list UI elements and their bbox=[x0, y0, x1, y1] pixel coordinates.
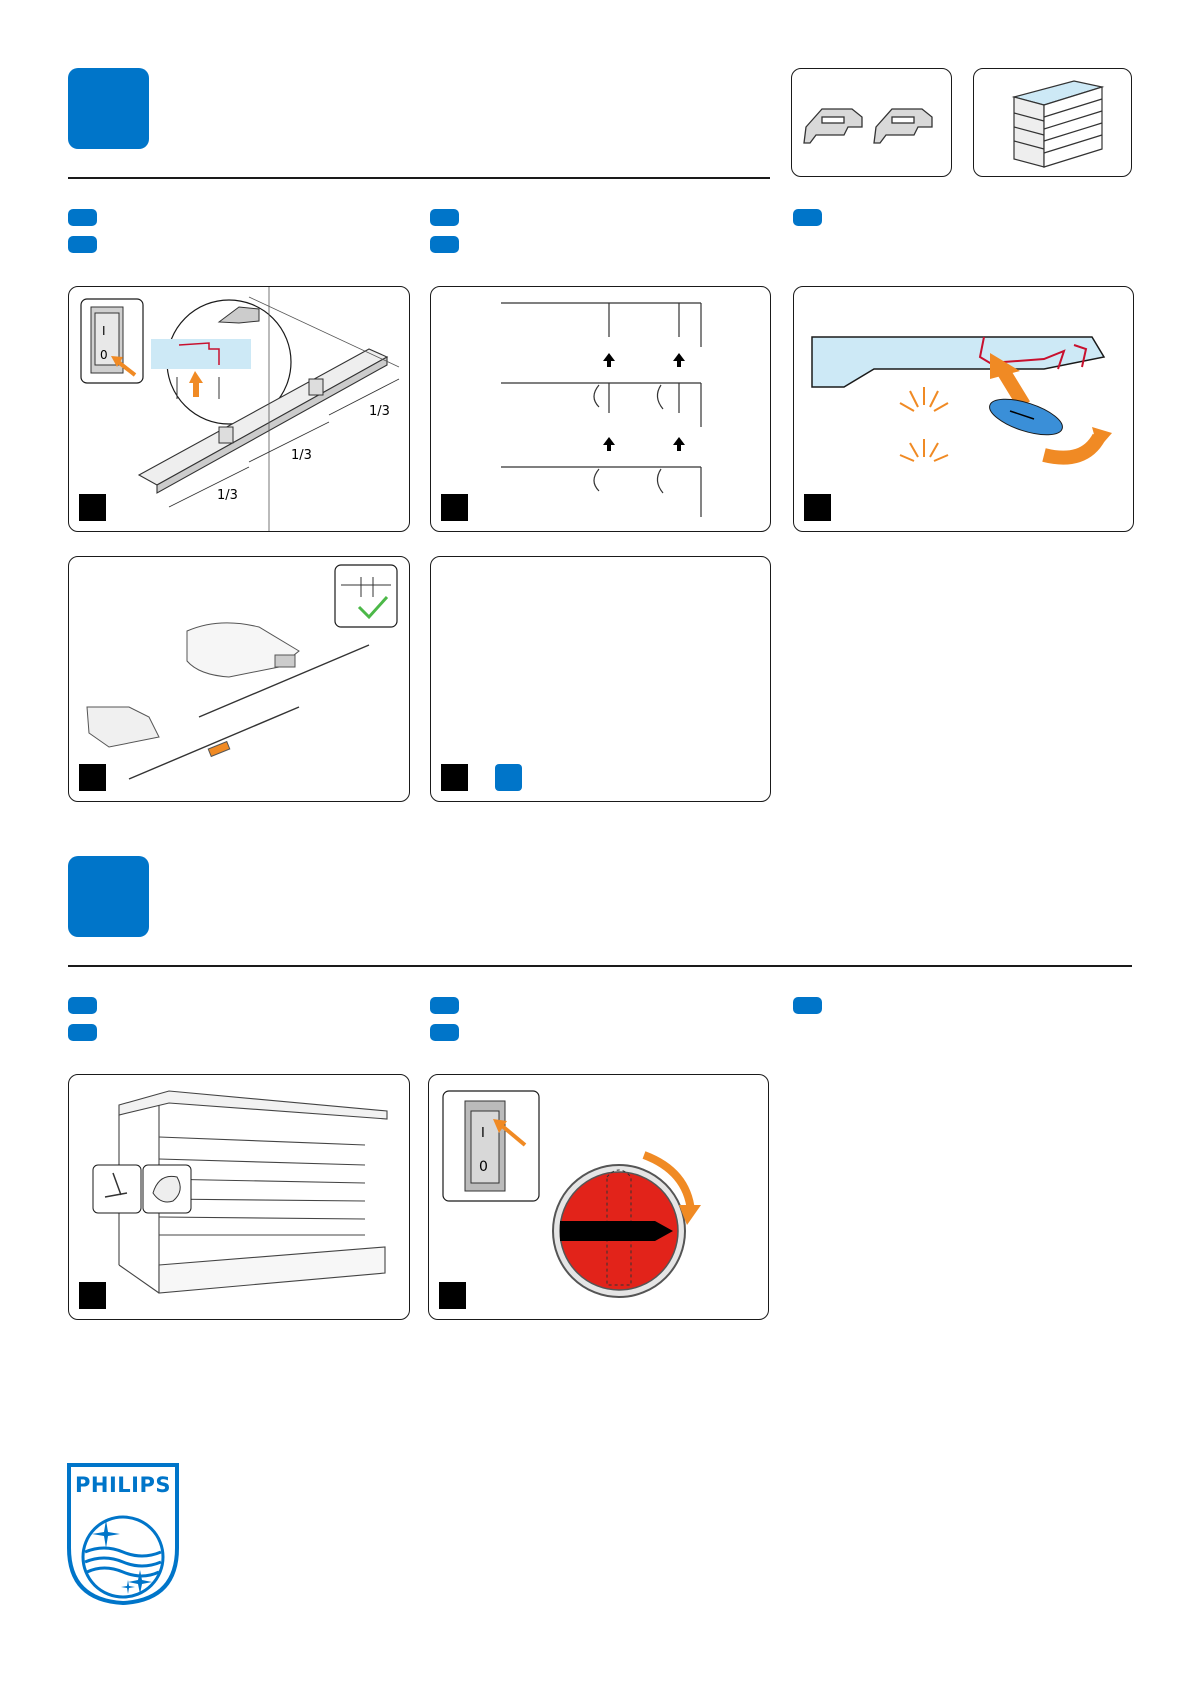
heat-gun-icon bbox=[87, 707, 299, 779]
step-tag-5a bbox=[430, 997, 459, 1014]
panel-profile bbox=[793, 286, 1134, 532]
rotate-arrow-icon bbox=[1044, 437, 1099, 458]
knob-pointer bbox=[560, 1221, 673, 1241]
step-number-box bbox=[79, 1282, 106, 1309]
panel-rods bbox=[430, 286, 771, 532]
third-label-1: 1/3 bbox=[217, 488, 238, 503]
thumbnail-display-cabinet bbox=[973, 68, 1132, 177]
panel-switch-knob bbox=[428, 1074, 769, 1320]
third-label-3: 1/3 bbox=[369, 404, 390, 419]
bracket-parts-icon bbox=[792, 69, 951, 176]
info-marker bbox=[495, 764, 522, 791]
sparkle-icon bbox=[900, 387, 948, 461]
panel-rail-thirds bbox=[68, 286, 410, 532]
logo-wordmark: PHILIPS bbox=[75, 1473, 171, 1497]
svg-text:I: I bbox=[102, 324, 106, 338]
step-tag-1a bbox=[68, 209, 97, 226]
section-1-marker bbox=[68, 68, 149, 149]
brush-icon-frame bbox=[93, 1165, 141, 1213]
step-number-box bbox=[441, 494, 468, 521]
svg-text:I: I bbox=[481, 1126, 485, 1141]
step-number-box bbox=[804, 494, 831, 521]
step-tag-4b bbox=[68, 1024, 97, 1041]
step-tag-6a bbox=[793, 997, 822, 1014]
step-tag-2a bbox=[430, 209, 459, 226]
panel-empty bbox=[430, 556, 771, 802]
third-label-2: 1/3 bbox=[291, 448, 312, 463]
cabinet-icon bbox=[974, 69, 1131, 176]
check-inset-frame bbox=[335, 565, 397, 627]
section-2-divider bbox=[68, 965, 1132, 967]
step-tag-3a bbox=[793, 209, 822, 226]
section-2-marker bbox=[68, 856, 149, 937]
step-number-box bbox=[439, 1282, 466, 1309]
step-number-box bbox=[79, 494, 106, 521]
step-tag-4a bbox=[68, 997, 97, 1014]
step-tag-5b bbox=[430, 1024, 459, 1041]
step-tag-2b bbox=[430, 236, 459, 253]
step-number-box bbox=[441, 764, 468, 791]
up-arrow-icons bbox=[603, 353, 685, 451]
philips-logo bbox=[66, 1462, 180, 1606]
svg-text:0: 0 bbox=[479, 1159, 488, 1175]
panel-crimping bbox=[68, 556, 410, 802]
step-tag-1b bbox=[68, 236, 97, 253]
svg-text:0: 0 bbox=[100, 348, 108, 362]
section-1-divider bbox=[68, 177, 770, 179]
step-number-box bbox=[79, 764, 106, 791]
panel-cabinet-cleaning bbox=[68, 1074, 410, 1320]
thumbnail-brackets bbox=[791, 68, 952, 177]
hand-with-pliers-icon bbox=[187, 623, 369, 717]
